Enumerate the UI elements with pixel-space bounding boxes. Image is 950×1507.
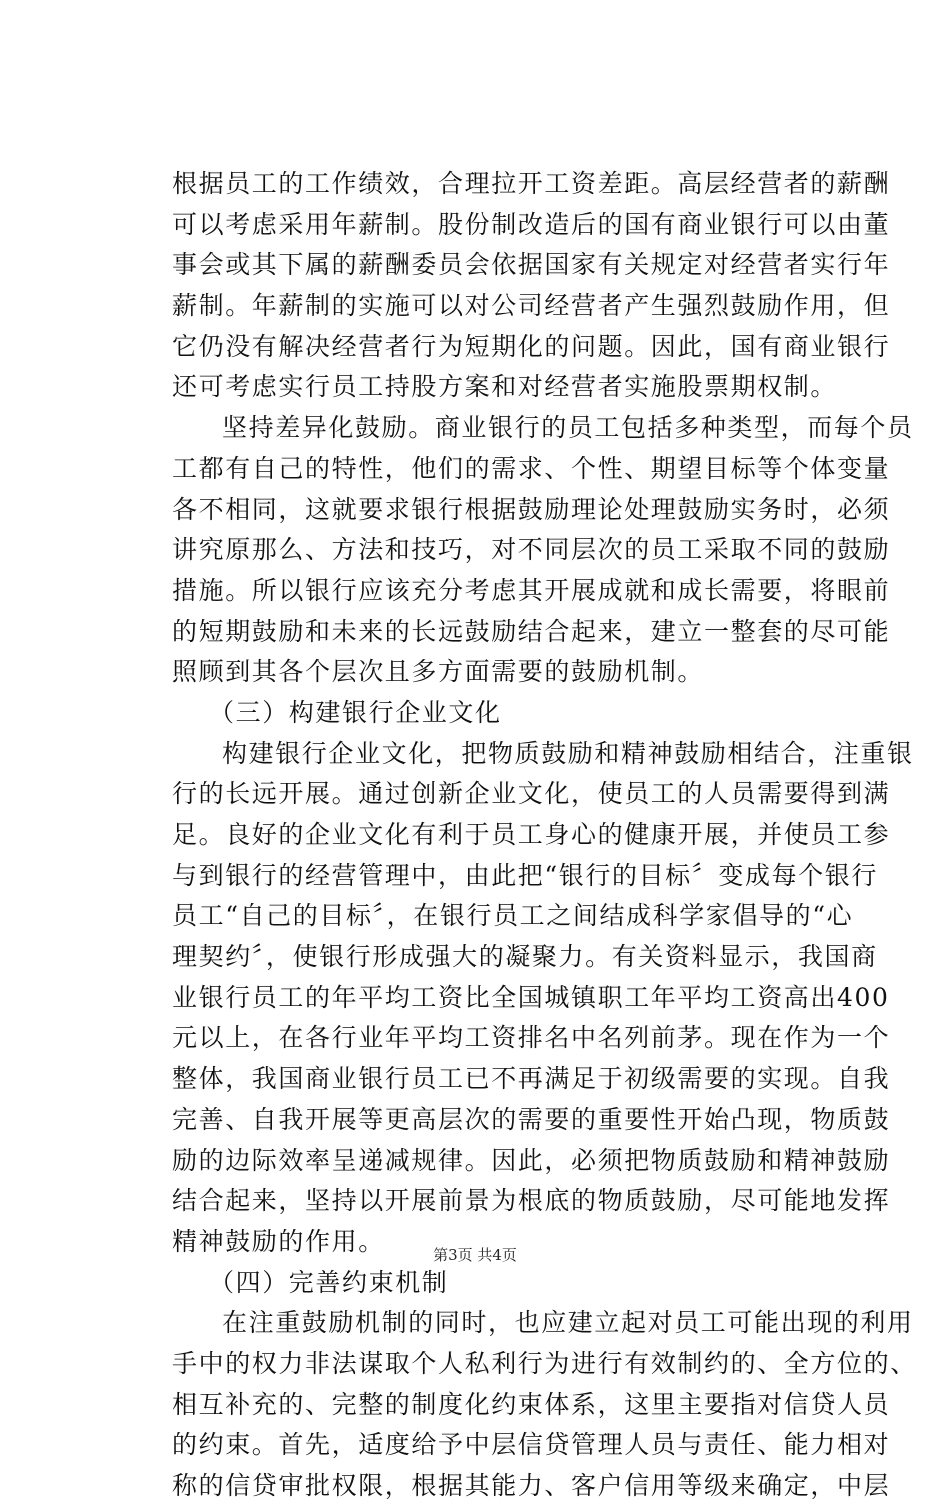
text-line: 各不相同，这就要求银行根据鼓励理论处理鼓励实务时，必须 xyxy=(172,494,891,524)
text-line: 结合起来，坚持以开展前景为根底的物质鼓励，尽可能地发挥 xyxy=(172,1186,891,1216)
text-line: 整体，我国商业银行员工已不再满足于初级需要的实现。自我 xyxy=(172,1064,891,1094)
text-line: 员工“自己的目标〞，在银行员工之间结成科学家倡导的“心 xyxy=(172,901,854,931)
text-line: 称的信贷审批权限，根据其能力、客户信用等级来确定，中层 xyxy=(172,1471,891,1500)
text-line: 相互补充的、完整的制度化约束体系，这里主要指对信贷人员 xyxy=(172,1389,891,1419)
text-line: 精神鼓励的作用。 xyxy=(172,1226,385,1256)
text-line: 薪制。年薪制的实施可以对公司经营者产生强烈鼓励作用，但 xyxy=(172,291,891,321)
text-line: 事会或其下属的薪酬委员会依据国家有关规定对经营者实行年 xyxy=(172,250,891,280)
text-line: 完善、自我开展等更高层次的需要的重要性开始凸现，物质鼓 xyxy=(172,1104,891,1134)
text-line: 的短期鼓励和未来的长远鼓励结合起来，建立一整套的尽可能 xyxy=(172,616,891,646)
paragraph-start-line: 在注重鼓励机制的同时，也应建立起对员工可能出现的利用 xyxy=(222,1308,914,1338)
text-line: 可以考虑采用年薪制。股份制改造后的国有商业银行可以由董 xyxy=(172,209,891,239)
text-line: 行的长远开展。通过创新企业文化，使员工的人员需要得到满 xyxy=(172,779,891,809)
body-text xyxy=(172,164,917,1507)
page-number-footer: 第3页 共4页 xyxy=(433,1246,517,1264)
text-line: 手中的权力非法谋取个人私利行为进行有效制约的、全方位的、 xyxy=(172,1348,917,1378)
text-line: 业银行员工的年平均工资比全国城镇职工年平均工资高出400 xyxy=(172,982,890,1012)
paragraph-start-line: 构建银行企业文化，把物质鼓励和精神鼓励相结合，注重银 xyxy=(222,738,914,768)
text-line: 措施。所以银行应该充分考虑其开展成就和成长需要，将眼前 xyxy=(172,575,891,605)
text-line: 根据员工的工作绩效，合理拉开工资差距。高层经营者的薪酬 xyxy=(172,169,891,198)
text-line: 工都有自己的特性，他们的需求、个性、期望目标等个体变量 xyxy=(172,453,891,483)
text-line: 照顾到其各个层次且多方面需要的鼓励机制。 xyxy=(172,657,705,687)
text-line: 还可考虑实行员工持股方案和对经营者实施股票期权制。 xyxy=(172,372,838,402)
text-line: 足。良好的企业文化有利于员工身心的健康开展，并使员工参 xyxy=(172,820,891,849)
text-line: 理契约〞，使银行形成强大的凝聚力。有关资料显示，我国商 xyxy=(172,942,878,972)
text-line: 讲究原那么、方法和技巧，对不同层次的员工采取不同的鼓励 xyxy=(172,535,891,565)
text-line: 的约束。首先，适度给予中层信贷管理人员与责任、能力相对 xyxy=(172,1430,891,1460)
section-heading: （三）构建银行企业文化 xyxy=(209,697,502,727)
text-line: 励的边际效率呈递减规律。因此，必须把物质鼓励和精神鼓励 xyxy=(172,1145,891,1175)
text-line: 与到银行的经营管理中，由此把“银行的目标〞变成每个银行 xyxy=(172,860,878,890)
text-line: 元以上，在各行业年平均工资排名中名列前茅。现在作为一个 xyxy=(172,1023,891,1053)
paragraph-start-line: 坚持差异化鼓励。商业银行的员工包括多种类型，而每个员 xyxy=(222,413,914,443)
text-line: 它仍没有解决经营者行为短期化的问题。因此，国有商业银行 xyxy=(172,331,891,361)
section-heading: （四）完善约束机制 xyxy=(209,1267,449,1297)
